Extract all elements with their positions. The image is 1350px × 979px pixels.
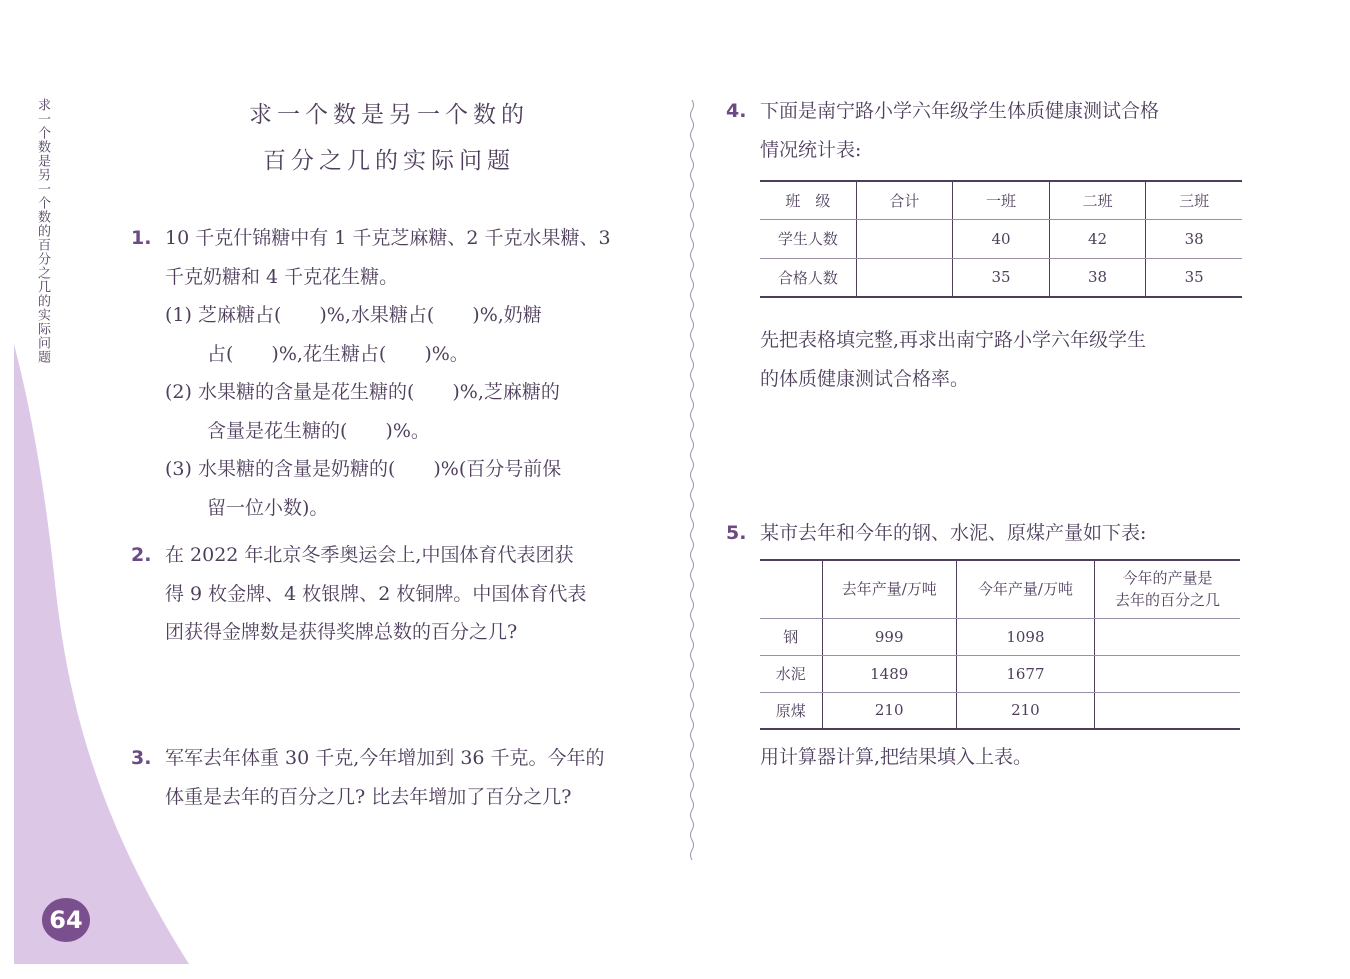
table-cell: 1098: [956, 618, 1094, 655]
question-5-followup: [760, 738, 1260, 777]
workbook-page: [14, 14, 1334, 964]
question-4-followup: [760, 321, 1260, 398]
question-text: 的体质健康测试合格率。: [760, 367, 970, 390]
table-header: 二班: [1049, 181, 1146, 219]
question-text: 千克奶糖和 4 千克花生糖。: [165, 265, 399, 288]
table-cell: 35: [1146, 258, 1242, 297]
table-header: 三班: [1146, 181, 1242, 219]
question-3: [131, 739, 660, 816]
sub-question-1: (1) 芝麻糖占( )%,水果糖占( )%,奶糖: [165, 304, 542, 326]
sub-question-3-cont: 留一位小数)。: [207, 496, 329, 519]
question-number: 1.: [131, 227, 152, 249]
sub-question-3: (3) 水果糖的含量是奶糖的( )%(百分号前保: [165, 458, 562, 480]
table-cell: 1489: [822, 655, 956, 692]
row-label: 原煤: [760, 692, 822, 729]
question-text: 下面是南宁路小学六年级学生体质健康测试合格: [760, 100, 1160, 122]
side-chapter-title: 求一个数是另一个数的百分之几的实际问题: [35, 98, 50, 364]
blank-cell[interactable]: [1095, 618, 1240, 655]
table-cell: 42: [1049, 219, 1146, 258]
question-text: 某市去年和今年的钢、水泥、原煤产量如下表:: [760, 522, 1147, 544]
table-row: [760, 618, 1240, 655]
production-table: [760, 559, 1240, 730]
sub-question-2: (2) 水果糖的含量是花生糖的( )%,芝麻糖的: [165, 381, 560, 403]
question-text: 用计算器计算,把结果填入上表。: [760, 746, 1033, 768]
question-number: 5.: [726, 522, 747, 544]
question-text: 在 2022 年北京冬季奥运会上,中国体育代表团获: [165, 544, 574, 566]
row-label: 合格人数: [760, 258, 856, 297]
question-text: 团获得金牌数是获得奖牌总数的百分之几?: [165, 621, 518, 643]
question-number: 2.: [131, 544, 152, 566]
lesson-title-line2: 百分之几的实际问题: [263, 148, 515, 174]
question-4: [726, 92, 1260, 169]
question-2: [131, 536, 655, 652]
question-1: [131, 219, 655, 527]
question-text: 先把表格填完整,再求出南宁路小学六年级学生: [760, 329, 1147, 351]
table-cell: 38: [1049, 258, 1146, 297]
lesson-title-line1: 求一个数是另一个数的: [249, 102, 529, 128]
blank-cell[interactable]: [1095, 655, 1240, 692]
blank-cell[interactable]: [1095, 692, 1240, 729]
question-text: 军军去年体重 30 千克,今年增加到 36 千克。今年的: [165, 747, 605, 769]
table-header: 班 级: [760, 181, 856, 219]
question-text: 10 千克什锦糖中有 1 千克芝麻糖、2 千克水果糖、3: [165, 227, 611, 249]
table-row: [760, 655, 1240, 692]
table-row: [760, 692, 1240, 729]
table-header: 一班: [953, 181, 1050, 219]
table-row: [760, 258, 1242, 297]
question-number: 4.: [726, 100, 747, 122]
table-header: [760, 560, 822, 618]
table-header: 今年产量/万吨: [956, 560, 1094, 618]
table-cell: 210: [822, 692, 956, 729]
row-label: 钢: [760, 618, 822, 655]
table-cell: 1677: [956, 655, 1094, 692]
row-label: 学生人数: [760, 219, 856, 258]
table-cell: 40: [953, 219, 1050, 258]
sub-question-1-cont: 占( )%,花生糖占( )%。: [207, 342, 469, 365]
table-cell: 35: [953, 258, 1050, 297]
page-number-badge: 64: [42, 898, 90, 942]
wavy-divider: [688, 100, 696, 860]
row-label: 水泥: [760, 655, 822, 692]
question-text: 体重是去年的百分之几? 比去年增加了百分之几?: [165, 785, 572, 808]
question-text: 得 9 枚金牌、4 枚银牌、2 枚铜牌。中国体育代表: [165, 582, 587, 605]
question-number: 3.: [131, 747, 152, 769]
table-header: [1095, 560, 1240, 618]
table-cell: 999: [822, 618, 956, 655]
question-5: [726, 514, 1260, 553]
table-header: 去年产量/万吨: [822, 560, 956, 618]
fitness-test-table: [760, 180, 1242, 298]
header-line: 今年的产量是: [1122, 569, 1213, 588]
table-header: 合计: [856, 181, 953, 219]
blank-cell[interactable]: [856, 258, 953, 297]
header-line: 去年的百分之几: [1115, 591, 1221, 610]
table-cell: 38: [1146, 219, 1242, 258]
question-text: 情况统计表:: [760, 138, 862, 161]
sub-question-2-cont: 含量是花生糖的( )%。: [207, 419, 430, 442]
table-row: [760, 219, 1242, 258]
blank-cell[interactable]: [856, 219, 953, 258]
table-cell: 210: [956, 692, 1094, 729]
